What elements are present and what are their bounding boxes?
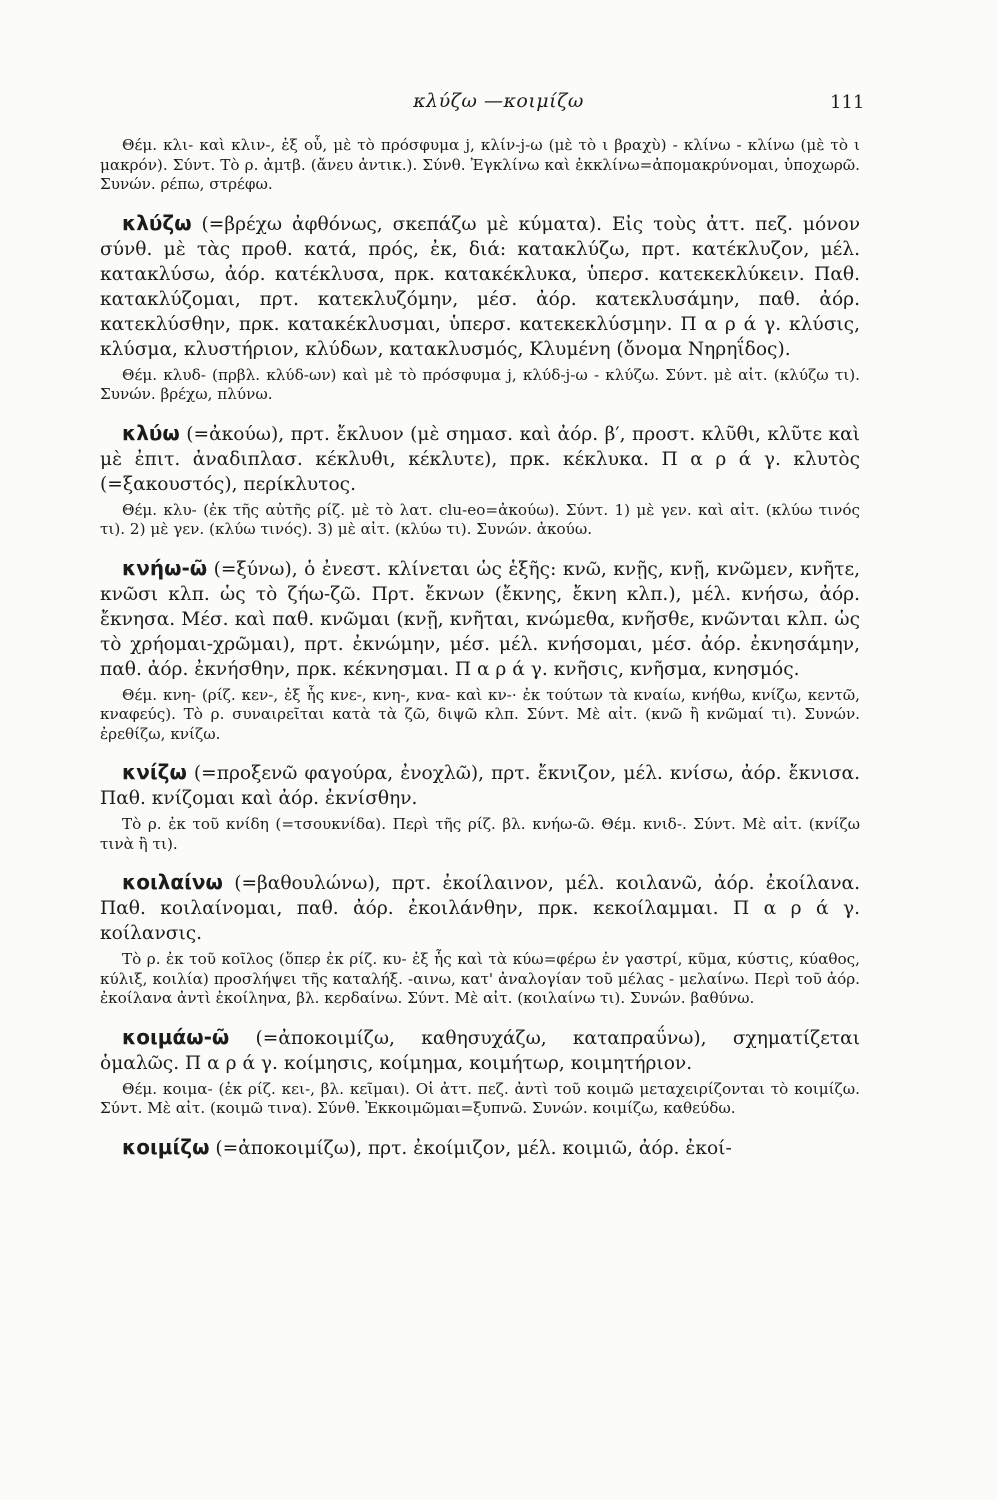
definition: (=προξενῶ φαγούρα, ἐνοχλῶ), πρτ. ἔκνιζον, μέλ. κνίσω, ἀόρ. ἔκνισα. Παθ. κνίζομαι καὶ ἀόρ. ἐκνίσθην. xyxy=(100,763,860,809)
etymology-note: Θέμ. κλι- καὶ κλιν-, ἐξ οὗ, μὲ τὸ πρόσφυμα j, κλίν-j-ω (μὲ τὸ ι βραχὺ) - κλίνω - κλίνω (μὲ τὸ ι μακρόν). Σύντ. Τὸ ρ. ἀμτβ. (ἄνευ ἀντικ.). Σύνθ. Ἐγκλίνω καὶ ἐκκλίνω=ἀπομακρύνομαι, ὑποχωρῶ. Συνών. ρέπω, στρέφω. xyxy=(100,136,860,193)
headword: κνήω-ῶ xyxy=(122,555,208,580)
etymology-note: Θέμ. κλυ- (ἐκ τῆς αὐτῆς ρίζ. μὲ τὸ λατ. clu-eo=ἀκούω). Σύντ. 1) μὲ γεν. καὶ αἰτ. (κλύω τινός τι). 2) μὲ γεν. (κλύω τινός). 3) μὲ αἰτ. (κλύω τι). Συνών. ἀκούω. xyxy=(100,500,860,538)
headword: κνίζω xyxy=(122,760,187,784)
headword: κλύζω xyxy=(122,210,192,235)
entry-text xyxy=(100,870,860,946)
definition: (=ἀποκοιμίζω, καθησυχάζω, καταπραΰνω), σχηματίζεται ὁμαλῶς. Π α ρ ά γ. κοίμησις, κοίμημα, κοιμήτωρ, κοιμητήριον. xyxy=(100,1027,860,1074)
headword: κοιλαίνω xyxy=(122,870,223,894)
running-head: κλύζω —κοιμίζω xyxy=(413,90,584,112)
entry-knao xyxy=(100,556,860,745)
etymology-note: Τὸ ρ. ἐκ τοῦ κνίδη (=τσουκνίδα). Περὶ τῆς ρίζ. βλ. κνήω-ῶ. Θέμ. κνιδ-. Σύντ. Μὲ αἰτ. (κνίζω τινὰ ἢ τι). xyxy=(100,815,860,853)
definition: (=βρέχω ἀφθόνως, σκεπάζω μὲ κύματα). Εἰς τοὺς ἀττ. πεζ. μόνον σύνθ. μὲ τὰς προθ. κατά, πρός, ἐκ, διά: κατακλύζω, πρτ. κατέκλυζον, μέλ. κατακλύσω, ἀόρ. κατέκλυσα, πρκ. κατακέκλυκα, ὑπερσ. κατεκεκλύκειν. Παθ. κατακλύζομαι, πρτ. κατεκλυζόμην, μέσ. ἀόρ. κατεκλυσάμην, παθ. ἀόρ. κατεκλύσθην, πρκ. κατακέκλυσμαι, ὑπερσ. κατεκεκλύσμην. Π α ρ ά γ. κλύσις, κλύσμα, κλυστήριον, κλύδων, κατακλυσμός, Κλυμένη (ὄνομα Νηρηΐδος). xyxy=(100,213,860,360)
etymology-note: Θέμ. κνη- (ρίζ. κεν-, ἐξ ἧς κνε-, κνη-, κνα- καὶ κν-· ἐκ τούτων τὰ κναίω, κνήθω, κνίζω, κεντῶ, κναφεύς). Τὸ ρ. συναιρεῖται κατὰ τὰ ζῶ, διψῶ κλπ. Σύντ. Μὲ αἰτ. (κνῶ ἢ κνῶμαί τι). Συνών. ἐρεθίζω, κνίζω. xyxy=(100,685,860,743)
entry-continuation xyxy=(100,136,860,195)
headword: κοιμίζω xyxy=(122,1134,210,1159)
entry-klyo xyxy=(100,421,860,540)
entry-text xyxy=(100,556,860,682)
entry-koimizo xyxy=(100,1135,860,1161)
entry-text xyxy=(100,211,860,362)
page-number: 111 xyxy=(830,92,865,113)
definition: (=ἀποκοιμίζω), πρτ. ἐκοίμιζον, μέλ. κοιμιῶ, ἀόρ. ἐκοί- xyxy=(209,1137,732,1159)
entry-text xyxy=(100,421,860,497)
entry-text xyxy=(100,1025,860,1076)
entry-klyzo xyxy=(100,211,860,405)
definition: (=ξύνω), ὁ ἐνεστ. κλίνεται ὡς ἑξῆς: κνῶ, κνῇς, κνῇ, κνῶμεν, κνῆτε, κνῶσι κλπ. ὡς τὸ ζήω-ζῶ. Πρτ. ἔκνων (ἔκνης, ἔκνη κλπ.), μέλ. κνήσω, ἀόρ. ἔκνησα. Μέσ. καὶ παθ. κνῶμαι (κνῇ, κνῆται, κνώμεθα, κνῆσθε, κνῶνται κλπ. ὡς τὸ χρήομαι-χρῶμαι), πρτ. ἐκνώμην, μέσ. μέλ. κνήσομαι, μέσ. ἀόρ. ἐκνησάμην, παθ. ἀόρ. ἐκνήσθην, πρκ. κέκνησμαι. Π α ρ ά γ. κνῆσις, κνῆσμα, κνησμός. xyxy=(100,558,860,680)
etymology-note: Τὸ ρ. ἐκ τοῦ κοῖλος (ὅπερ ἐκ ρίζ. κυ- ἐξ ἧς καὶ τὰ κύω=φέρω ἐν γαστρί, κῦμα, κύστις, κύαθος, κύλιξ, κοιλία) προσλήψει τῆς καταλήξ. -αινω, κατ' ἀναλογίαν τοῦ μέλας - μελαίνω. Περὶ τοῦ ἀόρ. ἐκοίλανα ἀντὶ ἐκοίληνα, βλ. κερδαίνω. Σύντ. Μὲ αἰτ. (κοιλαίνω τι). Συνών. βαθύνω. xyxy=(100,950,860,1007)
page-body xyxy=(100,136,860,1177)
etymology-note: Θέμ. κοιμα- (ἐκ ρίζ. κει-, βλ. κεῖμαι). Οἱ ἀττ. πεζ. ἀντὶ τοῦ κοιμῶ μεταχειρίζονται τὸ κοιμίζω. Σύντ. Μὲ αἰτ. (κοιμῶ τινα). Σύνθ. Ἐκκοιμῶμαι=ξυπνῶ. Συνών. κοιμίζω, καθεύδω. xyxy=(100,1079,860,1117)
headword: κοιμάω-ῶ xyxy=(122,1024,230,1049)
entry-text xyxy=(100,1135,860,1161)
entry-knizo xyxy=(100,760,860,854)
etymology-note: Θέμ. κλυδ- (πρβλ. κλύδ-ων) καὶ μὲ τὸ πρόσφυμα j, κλύδ-j-ω - κλύζω. Σύντ. μὲ αἰτ. (κλύζω τι). Συνών. βρέχω, πλύνω. xyxy=(100,365,860,403)
entry-koilaino xyxy=(100,870,860,1009)
entry-text xyxy=(100,760,860,811)
definition: (=ἀκούω), πρτ. ἔκλυον (μὲ σημασ. καὶ ἀόρ. β′, προστ. κλῦθι, κλῦτε καὶ μὲ ἐπιτ. ἀναδιπλασ. κέκλυθι, κέκλυτε), πρκ. κέκλυκα. Π α ρ ά γ. κλυτὸς (=ξακουστός), περίκλυτος. xyxy=(100,423,860,495)
definition: (=βαθουλώνω), πρτ. ἐκοίλαινον, μέλ. κοιλανῶ, ἀόρ. ἐκοίλανα. Παθ. κοιλαίνομαι, παθ. ἀόρ. ἐκοιλάνθην, πρκ. κεκοίλαμμαι. Π α ρ ά γ. κοίλανσις. xyxy=(100,873,860,944)
headword: κλύω xyxy=(122,420,180,445)
entry-koimao xyxy=(100,1025,860,1119)
